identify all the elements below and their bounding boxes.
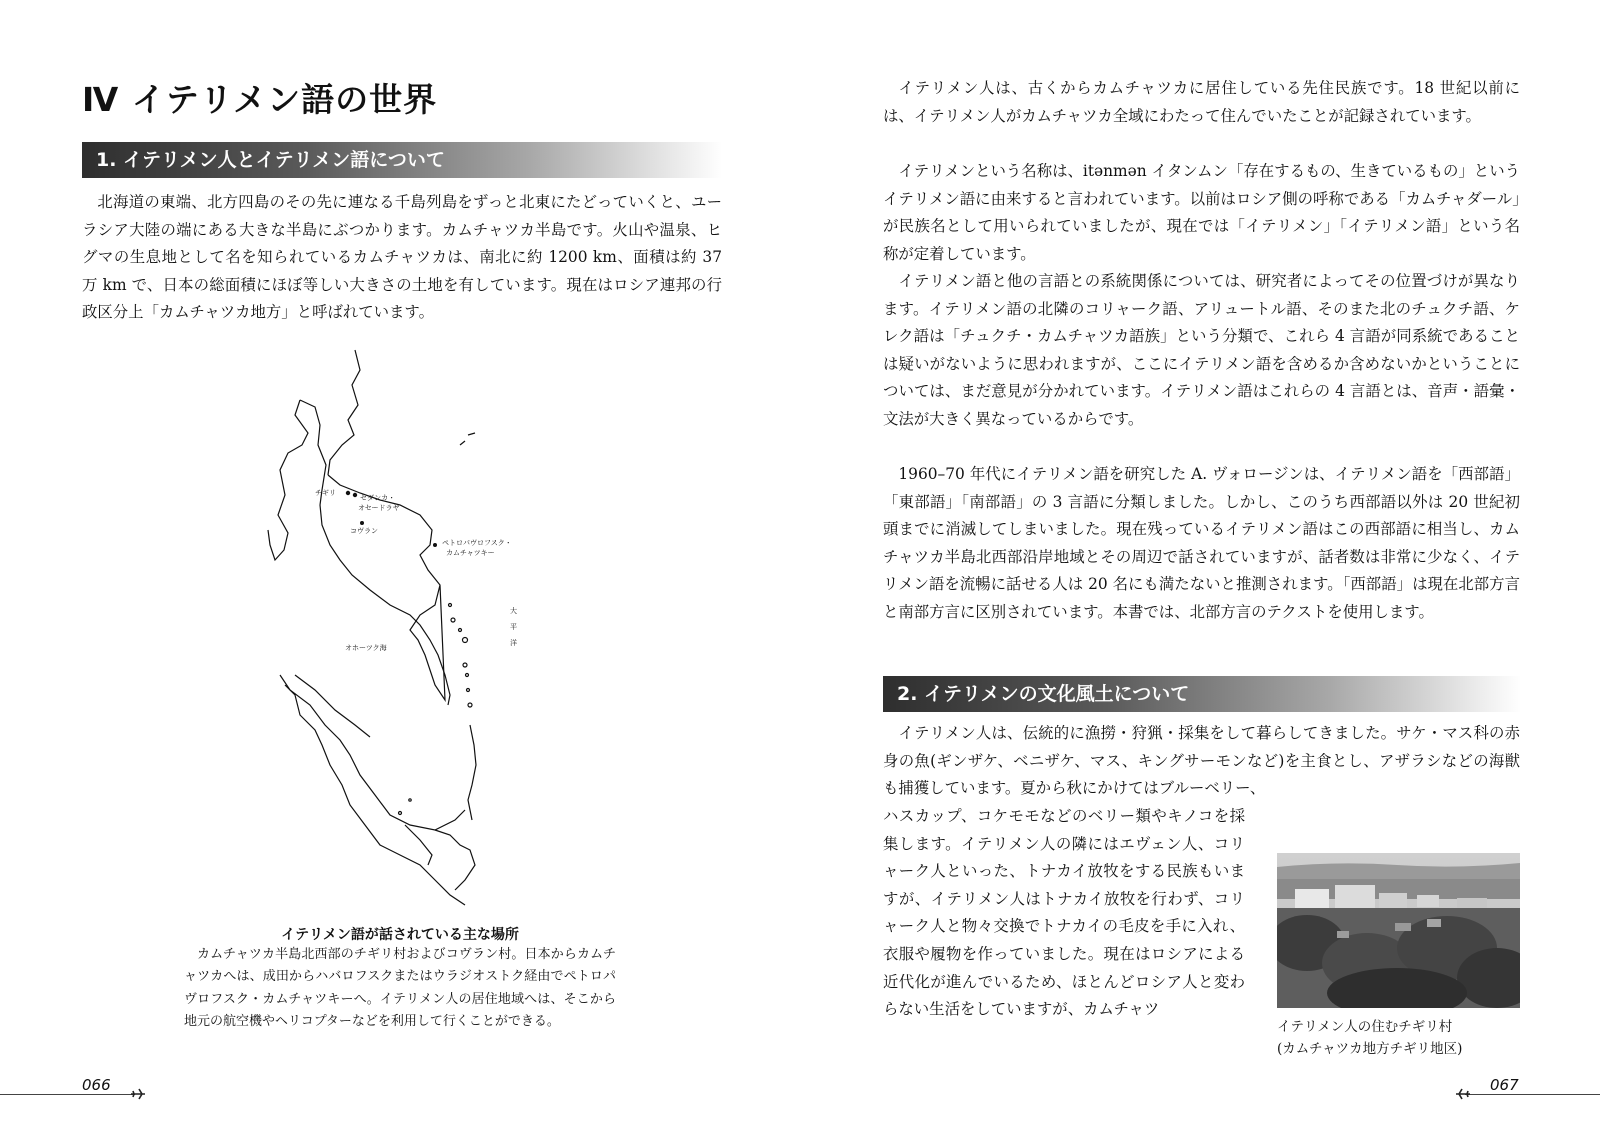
photo-caption-line2: (カムチャツカ地方チギリ地区) (1277, 1041, 1463, 1057)
kamchatka-map (260, 345, 540, 915)
footer-line-left (0, 1094, 135, 1095)
map-label-petropavlovsk-2: カムチャツキー (446, 549, 495, 557)
map-label-sedanka: セダンカ・ (360, 494, 396, 502)
intro-paragraph-2: イテリメンという名称は、itənmən イタンムン「存在するもの、生きているもの」というイテリメン語に由来すると言われています。以前はロシア側の呼称である「カムチャダール」が民族名として用いられていましたが、現在では「イテリメン」「イテリメン語」という名称が定着しています。 (883, 162, 1520, 263)
section2-paragraph-wrap: ハスカップ、コケモモなどのベリー類やキノコを採集します。イテリメン人の隣にはエヴェン人、コリャーク人といった、トナカイ放牧をする民族もいますが、イテリメン人はトナカイ放牧を行わず、コリャーク人と物々交換でトナカイの毛皮を手に入れ、衣服や履物を作っていました。現在はロシアによる近代化が進んでいるため、ほとんどロシア人と変わらない生活をしていますが、カムチャツ (883, 807, 1245, 1019)
airplane-icon-right (1455, 1087, 1471, 1101)
section2-paragraph-full: イテリメン人は、伝統的に漁撈・狩猟・採集をして暮らしてきました。サケ・マス科の赤身の魚(ギンザケ、ベニザケ、マス、キングサーモンなど)を主食とし、アザラシなどの海獣も捕獲しています。夏から秋にかけてはブルーベリー、 (883, 724, 1520, 798)
section1-paragraph: 北海道の東端、北方四島のその先に連なる千島列島をずっと北東にたどっていくと、ユーラシア大陸の端にある大きな半島にぶつかります。カムチャツカ半島です。火山や温泉、ヒグマの生息地として名を知られているカムチャツカは、南北に約 1200 km、面積は約 37 万 km で、日本の総面積にほぼ等しい大きさの土地を有しています。現在はロシア連邦の行政区分上「カムチャツカ地方」と呼ばれています。 (82, 193, 722, 322)
map-caption-title: イテリメン語が話されている主な場所 (281, 927, 519, 943)
map-label-kovran: コヴラン (350, 527, 378, 535)
photo-caption-line1: イテリメン人の住むチギリ村 (1277, 1019, 1453, 1035)
section-heading-1: 1. イテリメン人とイテリメン語について (82, 142, 722, 178)
map-label-pacific-1: 大 (510, 607, 517, 615)
footer-line-right (1465, 1094, 1600, 1095)
map-caption-text: カムチャツカ半島北西部のチギリ村およびコヴラン村。日本からカムチャツカへは、成田からハバロフスクまたはウラジオストク経由でペトロパヴロフスク・カムチャツキーへ。イテリメン人の居住地域へは、そこから地元の航空機やヘリコプターなどを利用して行くことができる。 (184, 947, 616, 1029)
intro-paragraph-4: 1960–70 年代にイテリメン語を研究した A. ヴォロージンは、イテリメン語を「西部語」「東部語」「南部語」の 3 言語に分類しました。しかし、このうち西部語以外は 20 世紀初頭までに消滅してしまいました。現在残っているイテリメン語はこの西部語に相当し、カムチャツカ半島北西部沿岸地域とその周辺で話されていますが、話者数は非常に少なく、イテリメン語を流暢に話せる人は 20 名にも満たないと推測されます。「西部語」は現在北部方言と南部方言に区別されています。本書では、北部方言のテクストを使用します。 (883, 465, 1520, 621)
intro-paragraph-1: イテリメン人は、古くからカムチャツカに居住している先住民族です。18 世紀以前には、イテリメン人がカムチャツカ全域にわたって住んでいたことが記録されています。 (883, 79, 1520, 125)
chapter-title: Ⅳ イテリメン語の世界 (82, 80, 438, 119)
map-label-okhotsk: オホーツク海 (345, 644, 387, 652)
section-heading-2: 2. イテリメンの文化風土について (883, 676, 1521, 712)
map-label-chigiri: チギリ (315, 489, 336, 497)
page-number-right: 067 (1490, 1076, 1519, 1094)
map-label-pacific-3: 洋 (510, 639, 517, 647)
page-number-left: 066 (82, 1076, 111, 1094)
map-label-osedoraya: オセードラヤ (358, 504, 400, 512)
village-photo (1277, 853, 1520, 1008)
airplane-icon (130, 1087, 146, 1101)
map-label-pacific-2: 平 (510, 623, 517, 631)
intro-paragraph-3: イテリメン語と他の言語との系統関係については、研究者によってその位置づけが異なります。イテリメン語の北隣のコリャーク語、アリュートル語、そのまた北のチュクチ語、ケレク語は「チュクチ・カムチャツカ語族」という分類で、これら 4 言語が同系統であることは疑いがないように思われますが、ここにイテリメン語を含めるか含めないかということについては、まだ意見が分かれています。イテリメン語はこれらの 4 言語とは、音声・語彙・文法が大きく異なっているからです。 (883, 272, 1520, 428)
map-label-petropavlovsk-1: ペトロパヴロフスク・ (442, 539, 512, 547)
